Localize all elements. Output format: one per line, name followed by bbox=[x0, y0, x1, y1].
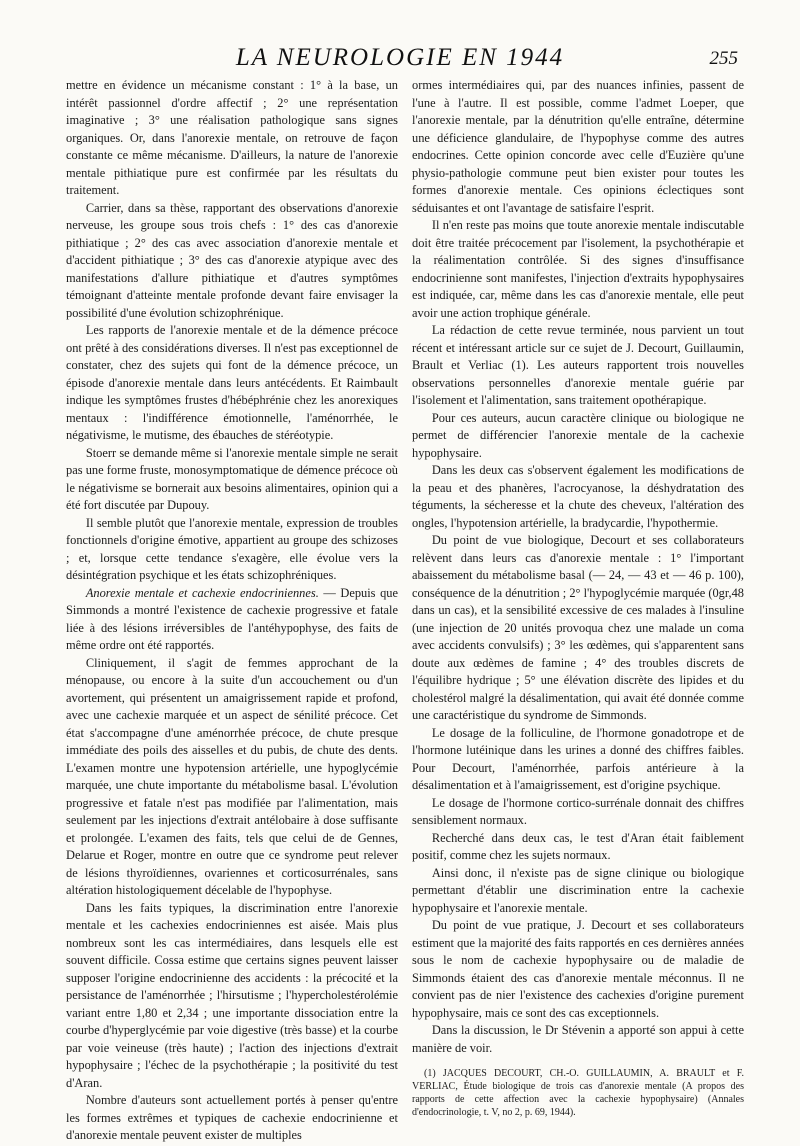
paragraph: Il n'en reste pas moins que toute anorexie mentale indiscutable doit être traitée précocement par l'isolement, la psychothérapie et la réalimentation contrôlée. Si des signes d'insuffisance endocrinienne sont manifestes, l'injection d'extraits hypophysaires est indiquée, car, même dans les cas d'anorexie mentale, elle peut avoir une action trophique générale. bbox=[412, 218, 744, 320]
page-number: 255 bbox=[709, 48, 738, 69]
page-header bbox=[62, 40, 738, 80]
paragraph: Le dosage de l'hormone cortico-surrénale donnait des chiffres sensiblement normaux. bbox=[412, 795, 744, 827]
paragraph: Ainsi donc, il n'existe pas de signe clinique ou biologique permettant d'établir une discrimination entre la cachexie hypophysaire et l'anorexie mentale. bbox=[412, 865, 744, 915]
paragraph: Nombre d'auteurs sont actuellement portés à penser qu'entre les formes extrêmes et typiques de cachexie endocrinienne et d'anorexie mentale peuvent exister de multiples bbox=[66, 1093, 398, 1142]
paragraph: mettre en évidence un mécanisme constant : 1° à la base, un intérêt passionnel d'ordre affectif ; 2° une représentation imaginative ; 3° une réalisation pathologique sans signes organiques. Or, dans l'anorexie mentale, on retrouve de façon constante ce même mécanisme. D'ailleurs, la nature de l'anorexie mentale pithiatique pure est confirmée par les résultats du traitement. bbox=[66, 78, 398, 197]
section-text: Depuis que Simmonds a montré l'existence de cachexie progressive et fatale liée à des lésions irréversibles de l'antéhypophyse, des faits de même ordre ont été rapportés. bbox=[66, 585, 399, 652]
paragraph: Il semble plutôt que l'anorexie mentale, expression de troubles fonctionnels d'origine émotive, appartient au groupe des schizoses ; et, lorsque cette tendance s'exagère, elle évolue vers la désintégration psychique et les états schizophréniques. bbox=[66, 515, 398, 582]
paragraph: Cliniquement, il s'agit de femmes approchant de la ménopause, ou encore à la suite d'un accouchement ou d'un avortement, qui présentent un amaigrissement rapide et profond, avec une cachexie marquée et un aspect de sénilité précoce. Cet état s'accompagne d'une aménorrhée précoce, de chute presque immédiate des poils des aisselles et du pubis, de chute des dents. L'examen montre une hypotension artérielle, une hypoglycémie marquée, une chute importante du métabolisme basal. L'évolution progressive et fatale n'est pas modifiée par l'alimentation, mais seulement par les injections d'extrait antélobaire à dose suffisante et prolongée. L'examen des faits, tels que celui de de Gennes, Delarue et Roger, montre en outre que ce syndrome peut relever de lésions thyroïdiennes, ovariennes et corticosurrénales, sans altération histologiquement décelable de l'hypophyse. bbox=[66, 655, 398, 897]
paragraph: Dans les deux cas s'observent également les modifications de la peau et des phanères, l'acrocyanose, la déshydratation des téguments, la sécheresse et la chute des cheveux, l'altération des ongles, l'hypotension artérielle, la bradycardie, l'hypothermie. bbox=[412, 463, 744, 530]
heading-dash: — bbox=[318, 585, 341, 600]
paragraph: Le dosage de la folliculine, de l'hormone gonadotrope et de l'hormone lutéinique dans les urines a donné des chiffres faibles. Pour Decourt, l'aménorrhée, parfois antérieure à la désalimentation et à l'amaigrissement, est d'origine psychique. bbox=[412, 725, 744, 792]
paragraph: Du point de vue pratique, J. Decourt et ses collaborateurs estiment que la majorité des faits rapportés en ces dernières années sous le nom de cachexie hypophysaire ou de maladie de Simmonds étaient des cas d'anorexie mentale méconnus. Il ne convient pas de nier l'existence des cachexies d'origine purement hypophysaire, mais ce sont des cas exceptionnels. bbox=[412, 918, 744, 1020]
paragraph: Dans les faits typiques, la discrimination entre l'anorexie mentale et les cachexies endocriniennes est aisée. Mais plus nombreux sont les cas intermédiaires, dans lesquels elle est souvent difficile. Cossa estime que certains signes peuvent laisser supposer l'origine endocrinienne des accidents : la précocité et la persistance de l'aménorrhée ; l'hirsutisme ; l'hypercholestérolémie variant entre 1,80 et 2,34 ; une importante dissociation entre la courbe d'hyperglycémie par voie digestive (très basse) et la courbe par voie veineuse (très haute) ; l'action des injections d'extrait hypophysaire ; l'échec de la psychothérapie ; la positivité du test d'Aran. bbox=[66, 900, 398, 1090]
paragraph: Dans la discussion, le Dr Stévenin a apporté son appui à cette manière de voir. bbox=[412, 1023, 744, 1055]
paragraph: La rédaction de cette revue terminée, nous parvient un tout récent et intéressant article sur ce sujet de J. Decourt, Guillaumin, Brault et Verliac (1). Les auteurs rapportent trois nouvelles observations personnelles d'anorexie mentale guérie par l'isolement et l'alimentation, sans traitement opothérapique. bbox=[412, 323, 744, 407]
paragraph: Stoerr se demande même si l'anorexie mentale simple ne serait pas une forme fruste, monosymptomatique de démence précoce où le négativisme se bornerait aux besoins alimentaires, opinion qui a été fort discutée par Dupouy. bbox=[66, 445, 398, 512]
paragraph: ormes intermédiaires qui, par des nuances infinies, passent de l'une à l'autre. Il est possible, comme l'admet Loeper, que l'anorexie mentale, par la dénutrition qu'elle entraîne, détermine une déficience glandulaire, de l'hypophyse comme des autres endocrines. Cette opinion concorde avec celle d'Euzière qu'une physio-pathologie commune peut bien exister pour toutes les formes d'anorexie mentale. Ces opinions éclectiques sont séduisantes et ont l'avantage de satisfaire l'esprit. bbox=[412, 78, 744, 215]
paragraph: Recherché dans deux cas, le test d'Aran était faiblement positif, comme chez les sujets normaux. bbox=[412, 830, 744, 862]
section-paragraph bbox=[66, 585, 398, 655]
section-heading: Anorexie mentale et cachexie endocriniennes. bbox=[85, 585, 319, 600]
paragraph: Du point de vue biologique, Decourt et ses collaborateurs relèvent dans leurs cas d'anorexie mentale : 1° l'important abaissement du métabolisme basal (— 24, — 43 et — 46 p. 100), conséquence de la dénutrition ; 2° l'hypoglycémie marquée (0gr,48 dans un cas), et la sensibilité excessive de ces malades à l'insuline (une injection de 20 unités provoqua chez une malade un coma avec accidents convulsifs) ; 3° les œdèmes, qui s'apparentent sans doute aux œdèmes de famine ; 4° des troubles discrets de l'équilibre hydrique ; 5° une élévation discrète des lipides et du cholestérol malgré la désalimentation, qui avait été donnée comme une caractéristique du syndrome de Simmonds. bbox=[412, 533, 744, 722]
paragraph: Pour ces auteurs, aucun caractère clinique ou biologique ne permet de différencier l'anorexie mentale de la cachexie hypophysaire. bbox=[412, 410, 744, 460]
running-title: LA NEUROLOGIE EN 1944 bbox=[235, 44, 565, 71]
paragraph: Les rapports de l'anorexie mentale et de la démence précoce ont prêté à des considérations diverses. Il n'est pas exceptionnel de constater, chez des sujets qui font de la démence précoce, un épisode d'anorexie mentale dans leurs antécédents. Et Raimbault indique les symptômes frustes d'hébéphrénie chez les anorexiques mentaux : l'indifférence émotionnelle, l'aménorrhée, le négativisme, le mutisme, des ébauches de stéréotypie. bbox=[66, 323, 398, 442]
left-column bbox=[66, 77, 398, 1145]
right-column bbox=[412, 77, 744, 1119]
paragraph: Carrier, dans sa thèse, rapportant des observations d'anorexie nerveuse, les groupe sous trois chefs : 1° des cas d'anorexie pithiatique ; 2° des cas avec association d'anorexie mentale et d'accident pithiatique ; 3° des cas d'anorexie atypique avec des manifestations d'allure pithiatique et d'autres symptômes témoignant d'atteinte mentale profonde devant faire envisager la possibilité d'une évolution schizophrénique. bbox=[66, 200, 398, 320]
footnote: (1) JACQUES DECOURT, CH.-O. GUILLAUMIN, A. BRAULT et F. VERLIAC, Étude biologique de trois cas d'anorexie mentale (A propos des rapports de cette affection avec la cachexie hypophysaire) (Annales d'endocrinologie, t. V, no 2, p. 69, 1944). bbox=[412, 1068, 744, 1118]
